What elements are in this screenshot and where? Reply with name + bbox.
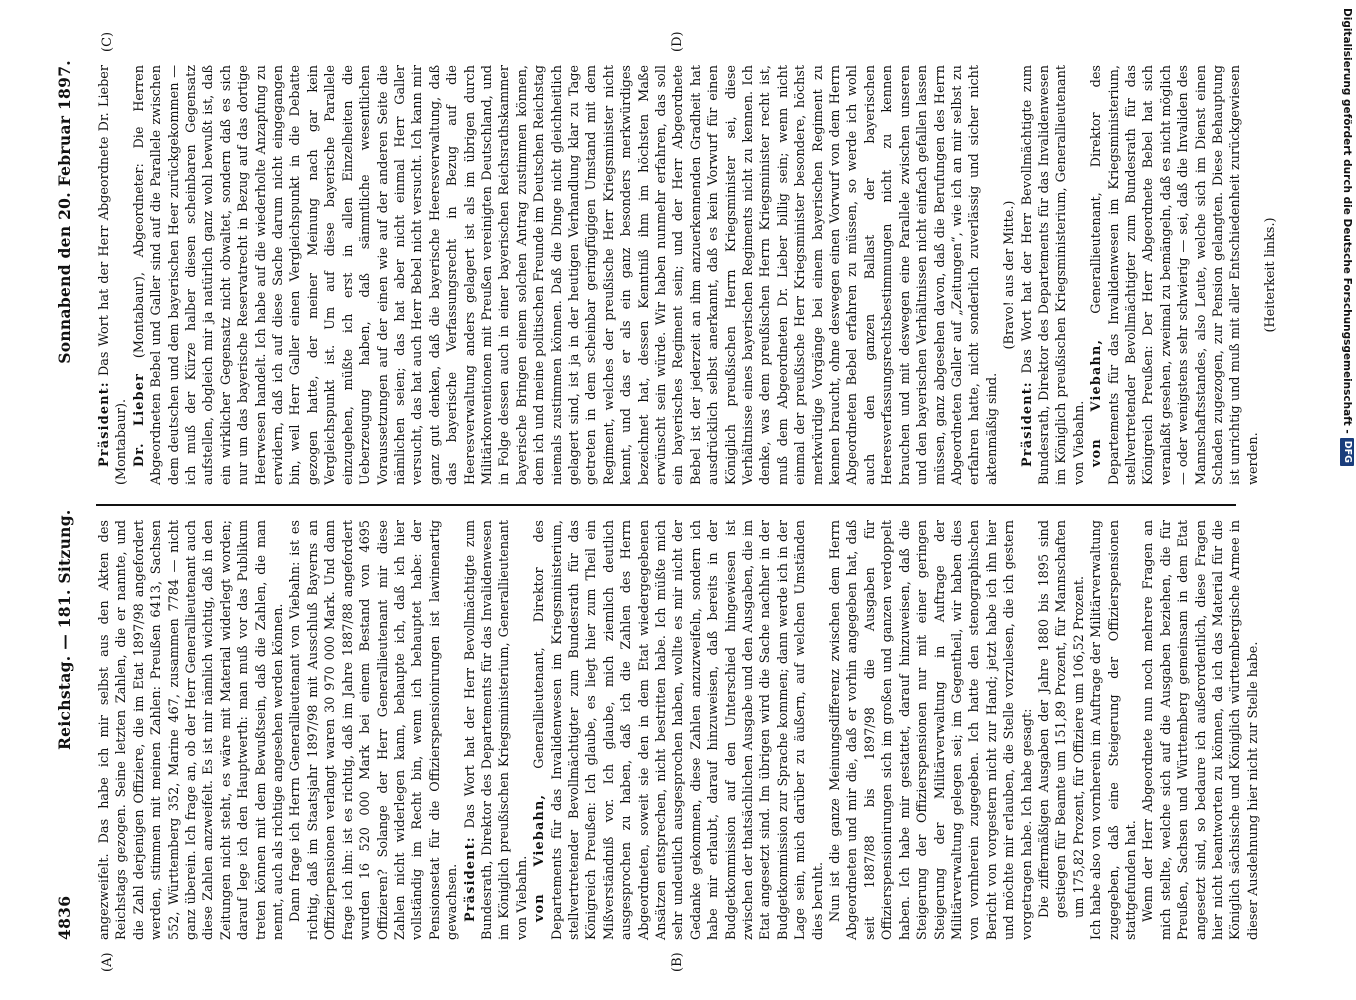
paragraph: Nun ist die ganze Meinungsdifferenz zwischen dem Herrn Abgeordneten und mir die, daß er vorhin angegeben hat, daß seit 1887/88 bis 1897/98 die Ausgaben für Offizierspensionirungen sich im großen und ganzen verdoppelt haben. Ich habe mir gestattet, darauf hinzuweisen, daß die Steigerung der Offizierspensionen nur mit einer geringen Steigerung der Militärverwaltung in Auftrage der Militärverwaltung gelegen sei; im Gegentheil, wir haben dies von vornherein zugegeben. Ich hatte den stenographischen Bericht von vorgestern nicht zur Hand; jetzt habe ich ihn hier und möchte mir erlauben, die Stelle vorzulesen, die ich gestern vorgetragen habe. Ich habe gesagt:: [828, 520, 1035, 940]
paragraph: [462, 520, 532, 940]
margin-marker-a: (A): [100, 952, 115, 972]
speaker-name: Präsident:: [1019, 381, 1035, 467]
paragraph: Dann frage ich Herrn Generallieutenant von Viebahn: ist es richtig, daß im Staatsjahr 1897/98 mit Ausschluß Bayerns an Offizierpensionen verlangt waren 30 970 000 Mark. Und dann frage ich ihn: ist es richtig, daß im Jahre 1887/88 angefordert wurden 16 520 000 Mark bei einem Bestand von 4695 Offizieren? Solange der Herr Generallieutenant mir diese Zahlen nicht widerlegen kann, behaupte ich, daß ich hier vollständig im Recht bin, wenn ich behauptet habe: der Pensionsetat für die Offizierspensionirungen ist lawinenartig gewachsen.: [288, 520, 461, 940]
paragraph: [131, 65, 1001, 485]
speaker-name: Präsident:: [97, 381, 112, 467]
margin-marker-c: (C): [100, 31, 115, 52]
session-date: Sonnabend den 20. Februar 1897.: [55, 60, 74, 364]
applause-note: (Bravo! aus der Mitte.): [1002, 200, 1018, 350]
page-number: 4836: [55, 895, 74, 940]
session-title: Reichstag. — 181. Sitzung.: [55, 509, 74, 750]
paragraph: angezweifelt. Das habe ich mir selbst aus den Akten des Reichstags gezogen. Seine letzten Zahlen, die er nannte, und die Zahl derjenigen Offiziere, die im Etat 1897/98 angefordert werden, stimmen mit meinen Zahlen: Preußen 6413, Sachsen 552, Württemberg 352, Marine 467, zusammen 7784 — nicht ganz überein. Ich frage an, ob der Herr Generallieutenant auch diese Zahlen anzweifelt. Es ist mir nämlich wichtig, daß in den Zeitungen nicht steht, es wäre mit Material widerlegt worden; darauf lege ich den Hauptwerth: man muß vor das Publikum treten können mit dem Bewußtsein, daß die Zahlen, die man nennt, auch als richtige angesehen werden können.: [97, 520, 287, 940]
paragraph: [96, 65, 131, 485]
digitization-credit: [1338, 8, 1356, 463]
credit-text: Digitalisierung gefördert durch die Deutsche Forschungsgemeinschaft -: [1341, 8, 1353, 434]
left-column: [96, 520, 1261, 940]
paragraph: [1019, 65, 1089, 485]
speech-text: Das Wort hat der Herr Bevollmächtigte zum Bundesrath, Direktor des Departements für das Invalidenwesen im Königlich preußischen Kriegsministerium, Generallieutenant von Viebahn.: [1019, 65, 1087, 485]
speaker-name: von Viebahn,: [532, 793, 548, 922]
paragraph: Wenn der Herr Abgeordnete nun noch mehrere Fragen an mich stellte, welche sich auf die Ausgaben beziehen, die für Preußen, Sachsen und Württemberg gemeinsam in dem Etat angesetzt sind, so bedaure ich außerordentlich, diese Fragen hier nicht beantworten zu können, da ich das Material für die Königlich sächsische und Königlich württembergische Armee in dieser Ausdehnung hier nicht zur Stelle habe.: [1141, 520, 1261, 940]
paragraph: [531, 520, 827, 940]
dfg-logo: DFG: [1340, 438, 1354, 466]
speaker-name: von Viebahn,: [1089, 338, 1105, 467]
paragraph: [1088, 65, 1262, 485]
speech-text: Generallieutenant, Direktor des Departements für das Invalidenwesen im Kriegsministerium, stellvertretender Bevollmächtigter zum Bundesrath für das Königreich Preußen: Ich glaube, es liegt hier zum Theil ein Mißverständniß vor. Ich glaube, mich ziemlich deutlich ausgesprochen zu haben, daß ich die Zahlen des Herrn Abgeordneten, soweit sie den in dem Etat wiedergegebenen Ansätzen entsprechen, nicht bestritten habe. Ich müßte mich sehr undeutlich ausgesprochen haben, wollte es mir nicht der Gedanke gekommen, diese Zahlen anzuzweifeln, sondern ich habe mir erlaubt, darauf hinzuweisen, daß bereits in der Budgetkommission auf den Unterschied hingewiesen ist zwischen der thatsächlichen Ausgabe und den Ausgaben, die im Etat angesetzt sind. Im übrigen wird die Sache nachher in der Budgetkommission zur Sprache kommen; dann werde ich in der Lage sein, mich darüber zu äußern, auf welchen Umständen dies beruht.: [532, 520, 826, 940]
speaker-name: Dr. Lieber: [131, 372, 147, 467]
margin-marker-d: (D): [670, 31, 685, 52]
speech-text: Das Wort hat der Herr Bevollmächtigte zum Bundesrath, Direktor des Departements für das Invalidenwesen im Königlich preußischen Kriegsministerium, Generallieutenant von Viebahn.: [462, 520, 530, 940]
speech-text: Das Wort hat der Herr Abgeordnete Dr. Lieber (Montabaur).: [97, 65, 130, 485]
paragraph: Ich habe also von vornherein im Auftrage der Militärverwaltung zugegeben, daß eine Steigerung der Offizierspensionen stattgefunden hat.: [1089, 520, 1139, 940]
closing-note: (Heiterkeit links.): [1263, 217, 1279, 333]
speech-text: (Montabaur), Abgeordneter: Die Herren Abgeordneten Bebel und Galler sind auf die Parallele zwischen dem deutschen und dem bayerischen Heer zurückgekommen — ich muß der Kürze halber diesen scheinbaren Gegensatz aufstellen, obgleich mir ja natürlich ganz wohl bewußt ist, daß ein wirklicher Gegensatz nicht obwaltet, sondern daß es sich nur um das bayerische Reservatrecht in Bezug auf das dortige Heerwesen handelt. Ich habe auf die wiederholte Anzapfung zu erwidern, daß ich auf diese Sache darum nicht eingegangen bin, weil Herr Galler einen Vergleichspunkt in die Debatte gezogen hatte, der meiner Meinung nach gar kein Vergleichspunkt ist. Um auf diese bayerische Parallele einzugehen, müßte ich erst in allen Einzelheiten die Ueberzeugung haben, daß sämmtliche wesentlichen Voraussetzungen auf der einen wie auf der anderen Seite die nämlichen seien; das hat aber nicht einmal Herr Galler versucht, das hat auch Herr Bebel nicht versucht. Ich kann mir ganz gut denken, daß die bayerische Heeresverwaltung, daß das bayerische Verfassungsrecht in Bezug auf die Heeresverwaltung anders gelagert ist als im übrigen durch Militärkonventionen mit Preußen vereinigten Deutschland, und in Folge dessen auch in einer bayerischen Reichsrathskammer bayerische Bringen einem solchen Antrag zustimmen können, dem ich und meine politischen Freunde im Deutschen Reichstag niemals zustimmen können. Daß die Dinge nicht gleichheitlich gelagert sind, ist ja in der heutigen Verhandlung klar zu Tage getreten in dem scheinbar geringfügigen Umstand mit dem Regiment, welches der preußische Herr Kriegsminister nicht kennt, und das er als ein ganz besonders merkwürdiges bezeichnet hat, dessen Kenntniß ihm im höchsten Maße erwünscht sein würde. Wir haben nunmehr erfahren, das soll ein bayerisches Regiment sein; und der Herr Abgeordnete Bebel ist der jederzeit an ihm anzuerkennenden Gradheit hat ausdrücklich selbst anerkannt, daß es kein Vorwurf für einen Königlich preußischen Herrn Kriegsminister sei, diese Verhältnisse eines bayerischen Regiments nicht zu kennen. Ich denke, was dem preußischen Herrn Kriegsminister recht ist, muß dem Abgeordneten Dr. Lieber billig sein; wenn nicht einmal der preußische Herr Kriegsminister besondere, höchst merkwürdige Vorgänge bei einem bayerischen Regiment zu kennen braucht, ohne deswegen einen Vorwurf von dem Herrn Abgeordneten Bebel erfahren zu müssen, so werde ich wohl auch den ganzen Ballast der bayerischen Heeresverfassungsrechtsbestimmungen nicht zu kennen brauchen und mit deswegen eine Parallele zwischen unseren und den bayerischen Verhältnissen nicht einfach gefallen lassen müssen, ganz abgesehen davon, daß die Berufungen des Herrn Abgeordneten Galler auf „Zeitungen“, wie ich an mir selbst zu erfahren hatte, nicht sonderlich zuverlässig und sicher nicht aktenmäßig sind.: [131, 65, 1000, 485]
column-divider: [96, 505, 1236, 507]
speech-text: Generallieutenant, Direktor des Departements für das Invalidenwesen im Kriegsministerium, stellvertretender Bevollmächtigter zum Bundesrath für das Königreich Preußen: Der Herr Abgeordnete Bebel hat sich veranlaßt gesehen, zweimal zu bemängeln, daß es nicht möglich — oder wenigstens sehr schwierig — sei, daß die Invaliden des Mannschaftsstandes, also Leute, welche sich im Dienst einen Schaden zugezogen, zur Pension gelangten. Diese Behauptung ist unrichtig und muß mit aller Entschiedenheit zurückgewiesen werden.: [1089, 65, 1261, 485]
speaker-name: Präsident:: [462, 836, 478, 922]
quoted-passage: Die ziffermäßigen Ausgaben der Jahre 1880 bis 1895 sind gestiegen für Beamte um 151,89 Prozent, für Mannschaften um 175,82 Prozent, für Offiziere um 106,52 Prozent.: [1036, 520, 1087, 918]
right-column: [96, 65, 1279, 485]
page-header: [55, 60, 79, 940]
margin-marker-b: (B): [670, 952, 685, 972]
